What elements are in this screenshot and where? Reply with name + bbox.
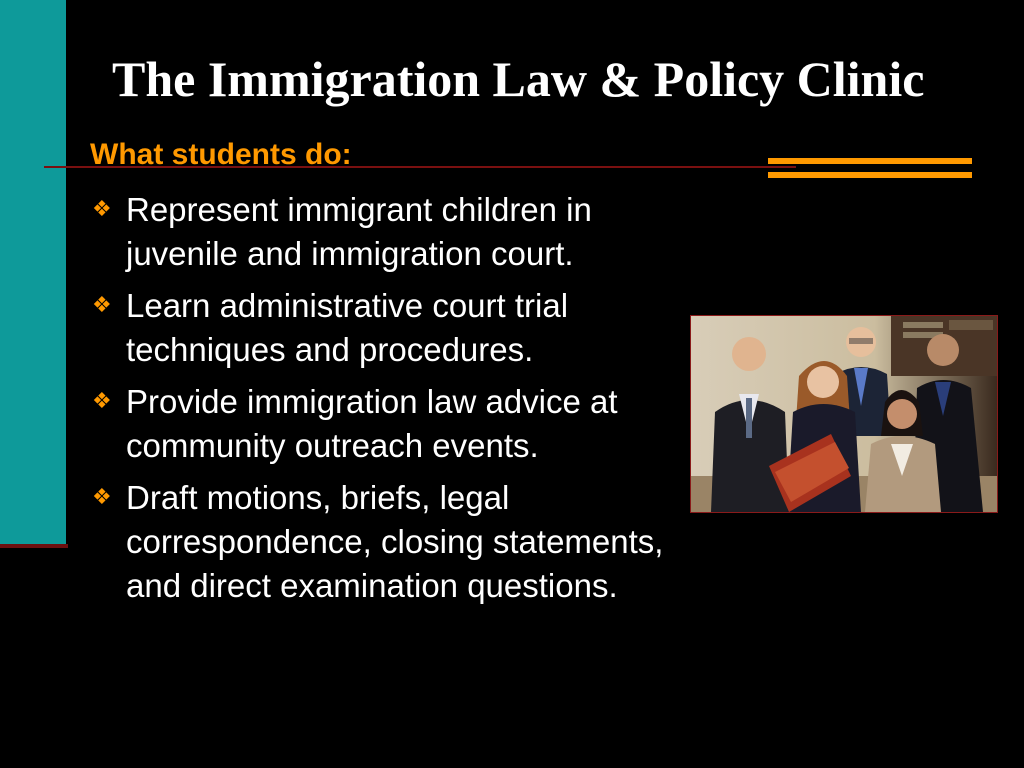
diamond-bullet-icon: ❖ — [92, 485, 112, 510]
diamond-bullet-icon: ❖ — [92, 389, 112, 414]
bullet-text: Learn administrative court trial techniques and procedures. — [126, 287, 569, 368]
orange-accent-bar-top — [768, 158, 972, 164]
diamond-bullet-icon: ❖ — [92, 197, 112, 222]
bullet-item — [90, 284, 680, 372]
slide-title: The Immigration Law & Policy Clinic — [112, 51, 925, 107]
orange-accent-bar-bottom — [768, 172, 972, 178]
section-heading: What students do: — [90, 138, 352, 171]
sidebar-accent-bar — [0, 0, 66, 546]
bullet-text: Represent immigrant children in juvenile and immigration court. — [126, 191, 592, 272]
group-photo — [690, 315, 998, 513]
bullet-text: Draft motions, briefs, legal correspondence, closing statements, and direct examination questions. — [126, 479, 664, 604]
diamond-bullet-icon: ❖ — [92, 293, 112, 318]
bullet-item — [90, 188, 680, 276]
sidebar-accent-edge — [0, 544, 68, 548]
bullet-item — [90, 476, 680, 608]
bullet-item — [90, 380, 680, 468]
bullet-text: Provide immigration law advice at community outreach events. — [126, 383, 618, 464]
bullet-list — [90, 188, 680, 616]
